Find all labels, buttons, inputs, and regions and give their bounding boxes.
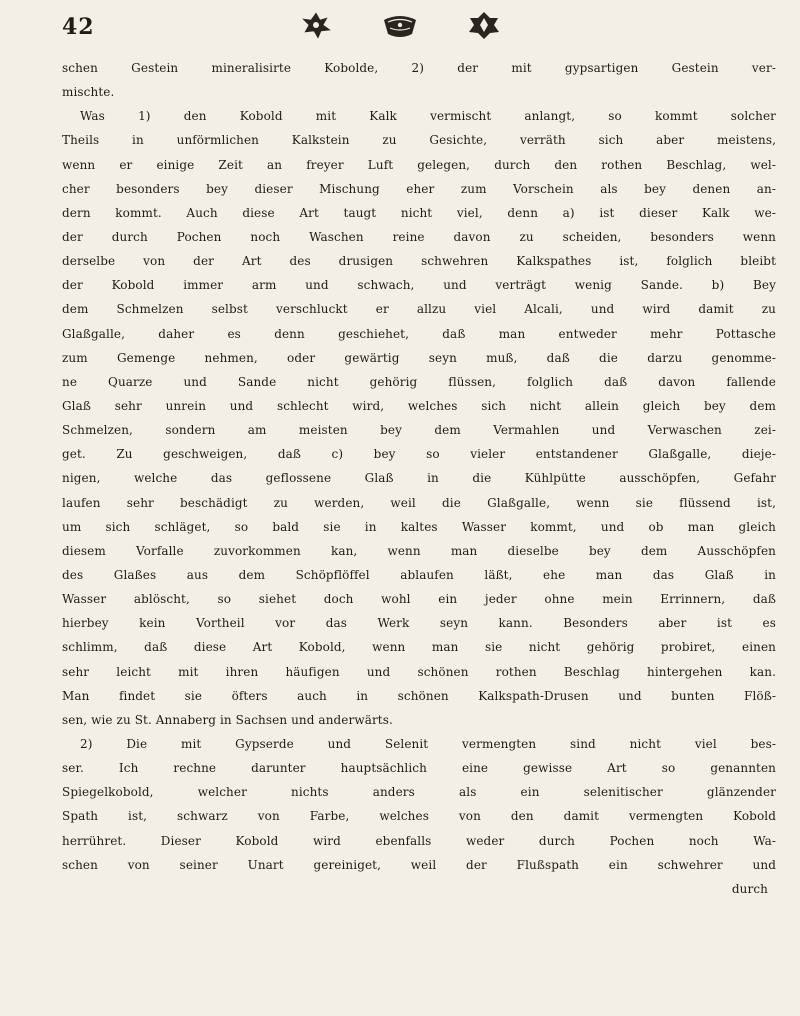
ornament-left-icon xyxy=(296,10,336,40)
text-line: sehr leicht mit ihren häufigen und schönen rothen Beschlag hintergehen kan. xyxy=(62,664,776,679)
text-line: wenn er einige Zeit an freyer Luft gelegen, durch den rothen Beschlag, wel- xyxy=(62,157,776,172)
text-line: derselbe von der Art des drusigen schwehren Kalkspathes ist, folglich bleibt xyxy=(62,254,776,269)
text-line: mischte. xyxy=(62,85,115,100)
ornament-right-icon xyxy=(464,10,504,40)
text-line: schen von seiner Unart gereiniget, weil der Flußspath ein schwehrer und xyxy=(62,857,776,872)
text-line: schlimm, daß diese Art Kobold, wenn man sie nicht gehörig probiret, einen xyxy=(62,640,776,655)
text-line: Glaßgalle, daher es denn geschiehet, daß man entweder mehr Pottasche xyxy=(62,326,776,341)
text-line: ser. Ich rechne darunter hauptsächlich eine gewisse Art so genannten xyxy=(62,761,776,776)
text-line: Was 1) den Kobold mit Kalk vermischt anlangt, so kommt solcher xyxy=(80,109,776,124)
text-line: der Kobold immer arm und schwach, und verträgt wenig Sande. b) Bey xyxy=(62,278,776,293)
text-line: Spath ist, schwarz von Farbe, welches von den damit vermengten Kobold xyxy=(62,809,776,824)
text-line: Theils in unförmlichen Kalkstein zu Gesichte, verräth sich aber meistens, xyxy=(62,133,776,148)
text-line: dern kommt. Auch diese Art taugt nicht viel, denn a) ist dieser Kalk we- xyxy=(62,205,776,220)
text-line: Schmelzen, sondern am meisten bey dem Vermahlen und Verwaschen zei- xyxy=(62,423,776,438)
text-line: schen Gestein mineralisirte Kobolde, 2) der mit gypsartigen Gestein ver- xyxy=(62,61,776,75)
text-line: Glaß sehr unrein und schlecht wird, welches sich nicht allein gleich bey dem xyxy=(62,398,776,413)
page-number: 42 xyxy=(62,14,95,40)
text-line: diesem Vorfalle zuvorkommen kan, wenn man dieselbe bey dem Ausschöpfen xyxy=(62,543,776,558)
text-line: um sich schläget, so bald sie in kaltes Wasser kommt, und ob man gleich xyxy=(62,519,776,534)
text-line: nigen, welche das geflossene Glaß in die Kühlpütte ausschöpfen, Gefahr xyxy=(62,471,776,486)
text-line: 2) Die mit Gypserde und Selenit vermengten sind nicht viel bes- xyxy=(80,736,776,751)
header-ornaments xyxy=(0,8,800,42)
text-line: get. Zu geschweigen, daß c) bey so vieler entstandener Glaßgalle, dieje- xyxy=(62,447,776,462)
text-line: laufen sehr beschädigt zu werden, weil die Glaßgalle, wenn sie flüssend ist, xyxy=(62,495,776,510)
catchword: durch xyxy=(731,881,768,896)
text-line: Wasser ablöscht, so siehet doch wohl ein jeder ohne mein Errinnern, daß xyxy=(62,592,776,607)
text-line: hierbey kein Vortheil vor das Werk seyn kann. Besonders aber ist es xyxy=(62,616,776,631)
text-line: cher besonders bey dieser Mischung eher zum Vorschein als bey denen an- xyxy=(62,181,776,196)
text-line: ne Quarze und Sande nicht gehörig flüssen, folglich daß davon fallende xyxy=(62,374,776,389)
body-text xyxy=(62,56,776,901)
text-line: sen, wie zu St. Annaberg in Sachsen und anderwärts. xyxy=(62,712,393,727)
text-line: herrühret. Dieser Kobold wird ebenfalls weder durch Pochen noch Wa- xyxy=(62,833,776,848)
text-line: zum Gemenge nehmen, oder gewärtig seyn muß, daß die darzu genomme- xyxy=(62,350,776,365)
text-line: Spiegelkobold, welcher nichts anders als ein selenitischer glänzender xyxy=(62,785,776,800)
text-line: Man findet sie öfters auch in schönen Kalkspath-Drusen und bunten Flöß- xyxy=(62,688,776,703)
crown-ornament-icon xyxy=(380,10,420,40)
text-line: der durch Pochen noch Waschen reine davon zu scheiden, besonders wenn xyxy=(62,229,776,244)
text-line: des Glaßes aus dem Schöpflöffel ablaufen läßt, ehe man das Glaß in xyxy=(62,567,776,582)
text-line: dem Schmelzen selbst verschluckt er allzu viel Alcali, und wird damit zu xyxy=(62,302,776,317)
